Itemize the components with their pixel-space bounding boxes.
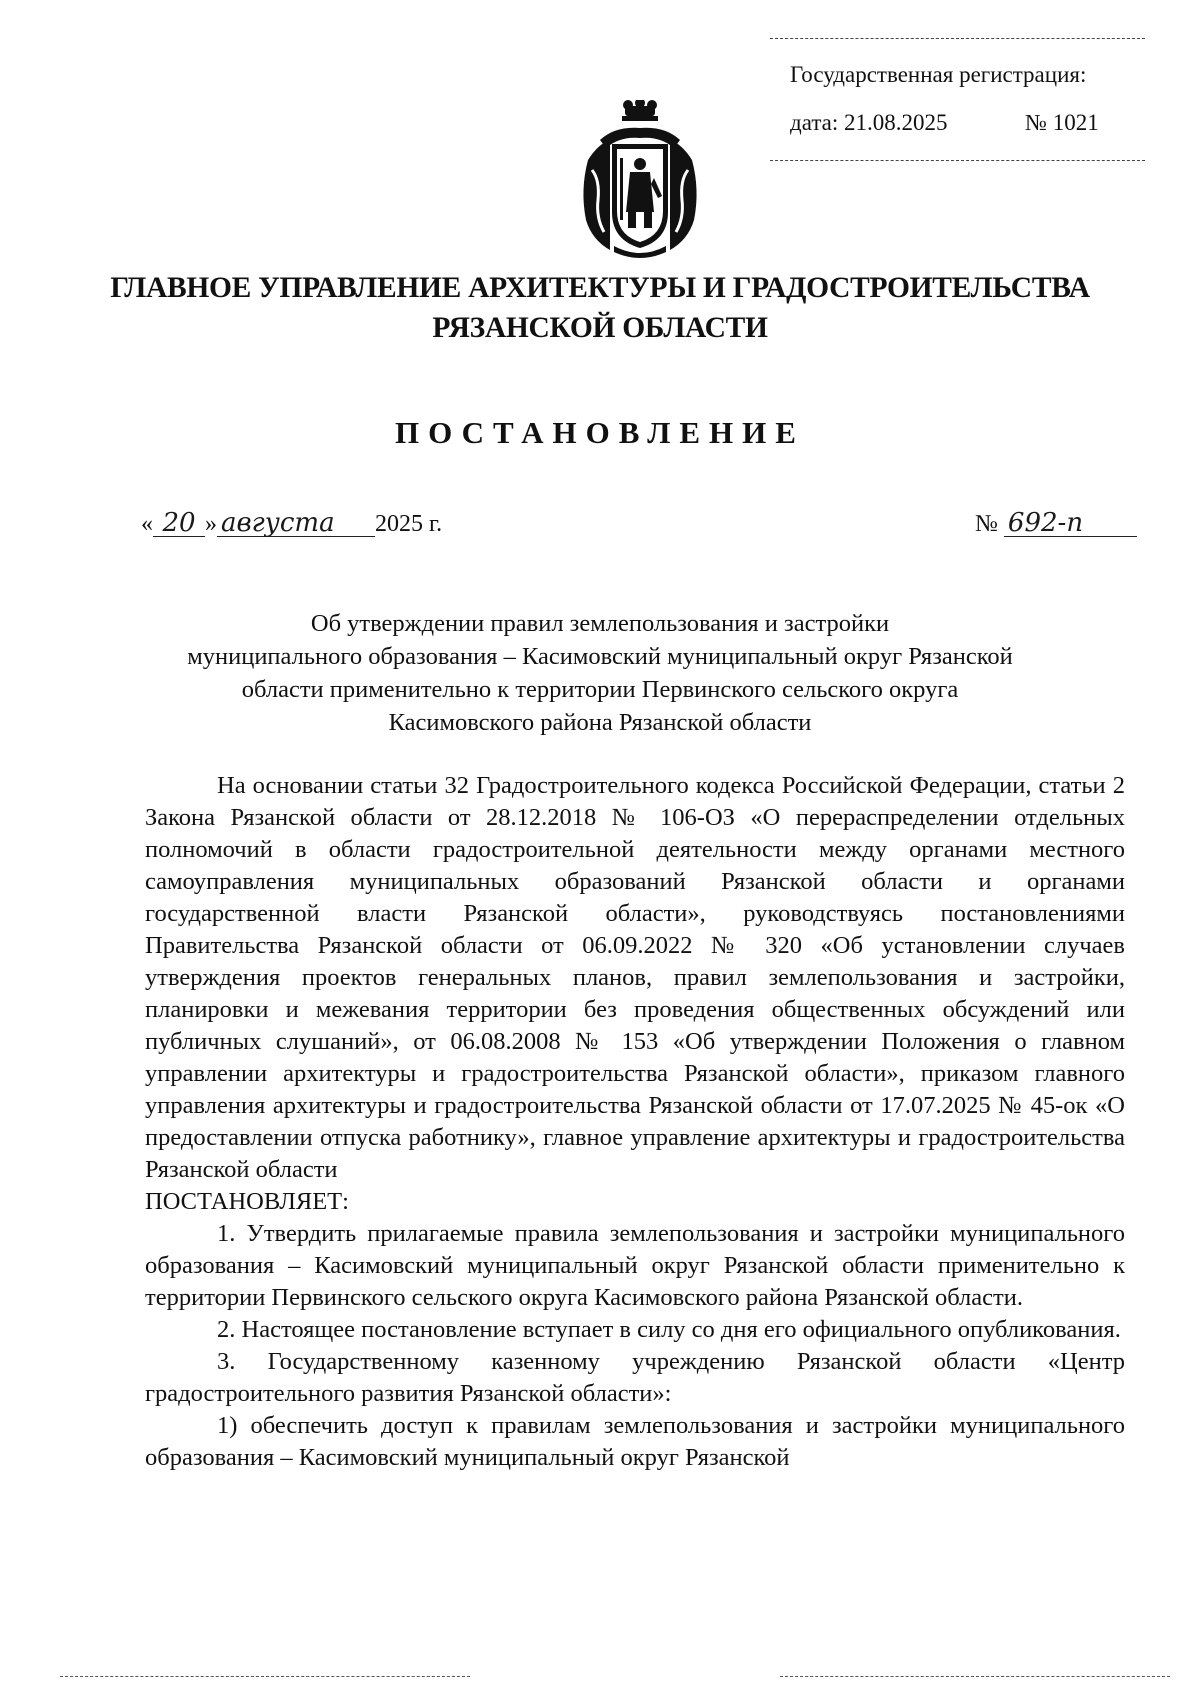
agency-name-line-2: РЯЗАНСКОЙ ОБЛАСТИ	[432, 312, 768, 344]
item-paragraph: 2. Настоящее постановление вступает в силу со дня его официального опубликования.	[217, 1316, 1121, 1343]
item-paragraph: 3. Государственному казенному учреждению Рязанской области «Центр градостроительного развития Рязанской области»:	[145, 1348, 1125, 1407]
registration-number: № 1021	[1025, 110, 1099, 135]
handwritten-day: 20	[153, 510, 205, 537]
date-close-quote: »	[205, 511, 217, 537]
document-body	[145, 770, 1125, 1474]
date-open-quote: «	[141, 511, 153, 537]
item-paragraph: 1) обеспечить доступ к правилам землепользования и застройки муниципального образования – Касимовский муниципальный округ Рязанской	[145, 1412, 1125, 1471]
date-year: 2025 г.	[375, 511, 443, 537]
decree-word: ПОСТАНОВЛЯЕТ:	[145, 1188, 349, 1215]
item-paragraph: 1. Утвердить прилагаемые правила землепользования и застройки муниципального образования – Касимовский муниципальный округ Рязанской области применительно к территории Первинского сельского округа Касимовского района Рязанской области.	[145, 1220, 1125, 1311]
document-type: ПОСТАНОВЛЕНИЕ	[395, 415, 805, 450]
subject-line-3: области применительно к территории Первинского сельского округа	[241, 676, 959, 703]
registration-top-line	[770, 38, 1145, 39]
registration-date: дата: 21.08.2025	[790, 110, 948, 135]
registration-bottom-line	[770, 160, 1145, 161]
subject-line-1: Об утверждении правил землепользования и застройки	[310, 610, 890, 637]
document-number	[975, 510, 1137, 538]
agency-name	[0, 268, 1200, 348]
document-subject	[0, 607, 1200, 739]
subject-line-2: муниципального образования – Касимовский муниципальный округ Рязанской	[187, 643, 1013, 670]
number-label: №	[975, 511, 998, 537]
ryazan-coat-of-arms-icon	[570, 100, 710, 260]
handwritten-month: августа	[217, 510, 375, 537]
document-date	[141, 510, 442, 538]
footer-line-right	[780, 1676, 1170, 1677]
footer-line-left	[60, 1676, 470, 1677]
agency-name-line-1: ГЛАВНОЕ УПРАВЛЕНИЕ АРХИТЕКТУРЫ И ГРАДОСТРОИТЕЛЬСТВА	[110, 272, 1090, 304]
registration-title: Государственная регистрация:	[790, 62, 1087, 87]
handwritten-number: 692-п	[1004, 510, 1137, 537]
subject-line-4: Касимовского района Рязанской области	[388, 709, 812, 736]
preamble-paragraph: На основании статьи 32 Градостроительного кодекса Российской Федерации, статьи 2 Закона Рязанской области от 28.12.2018 № 106-ОЗ «О перераспределении отдельных полномочий в области градостроительной деятельности между органами местного самоуправления муниципальных образований Рязанской области и органами государственной власти Рязанской области», руководствуясь постановлениями Правительства Рязанской области от 06.09.2022 № 320 «Об установлении случаев утверждения проектов генеральных планов, правил землепользования и застройки, планировки и межевания территории без проведения общественных обсуждений или публичных слушаний», от 06.08.2008 № 153 «Об утверждении Положения о главном управлении архитектуры и градостроительства Рязанской области», приказом главного управления архитектуры и градостроительства Рязанской области от 17.07.2025 № 45-ок «О предоставлении отпуска работнику», главное управление архитектуры и градостроительства Рязанской области	[145, 772, 1125, 1183]
